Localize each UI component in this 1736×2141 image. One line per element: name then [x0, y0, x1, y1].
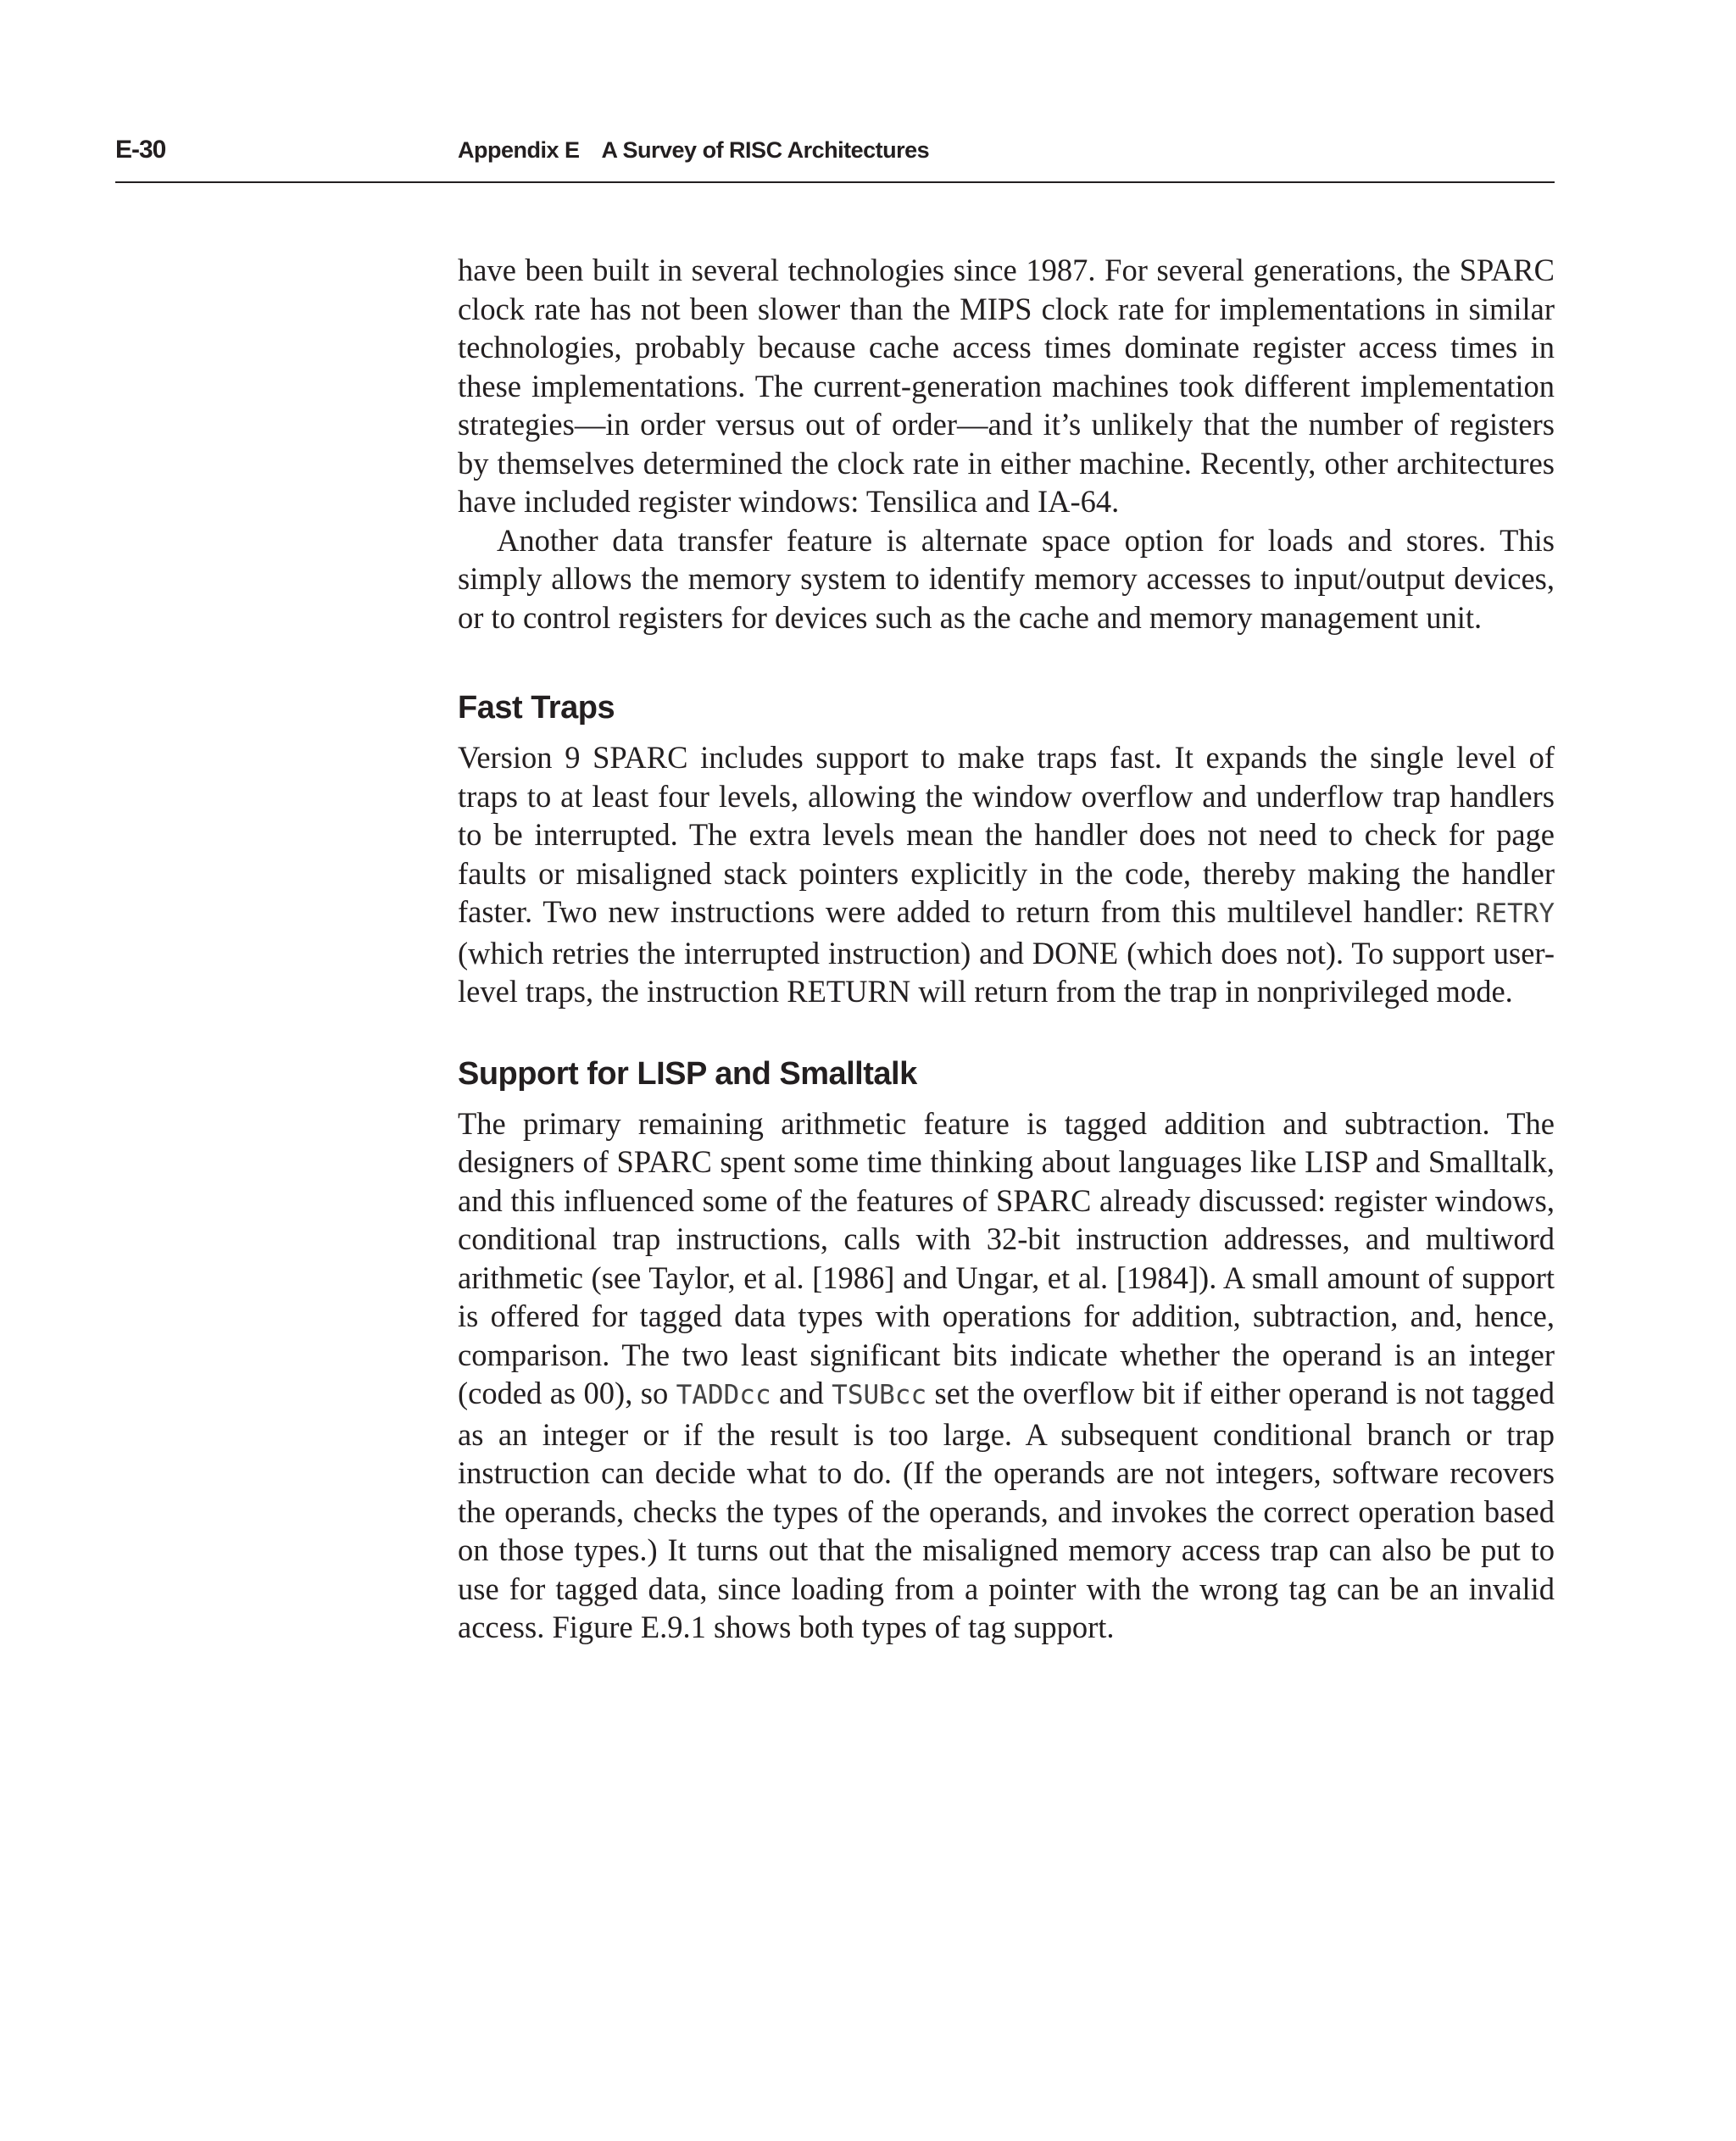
- lisp-text-1: The primary remaining arithmetic feature is tagged addition and subtraction. The designers of SPARC spent some time thinking about languages like LISP and Smalltalk, and this influenced some of the features of SPARC already discussed: register windows, conditional trap instructions, calls with 32-bit instruction addresses, and multiword arithmetic (see Taylor, et al. [1986] and Ungar, et al. [1984]). A small amount of support is offered for tagged data types with operations for addition, subtraction, and, hence, comparison. The two least significant bits indicate whether the operand is an integer (coded as 00), so: [458, 1105, 1555, 1410]
- fast-traps-text-2: (which retries the interrupted instruction) and DONE (which does not). To support user-level traps, the instruction RETURN will return from the trap in nonprivileged mode.: [458, 935, 1555, 1009]
- fast-traps-paragraph: [458, 738, 1555, 1011]
- page-body: [458, 251, 1555, 1647]
- fast-traps-text-1: Version 9 SPARC includes support to make traps fast. It expands the single level of traps to at least four levels, allowing the window overflow and underflow trap handlers to be interrupted. The extra levels mean the handler does not need to check for page faults or misaligned stack pointers explicitly in the code, thereby making the handler faster. Two new instructions were added to return from this multilevel handler:: [458, 740, 1555, 929]
- code-tsubcc: TSUBcc: [832, 1380, 927, 1410]
- section-heading-fast-traps: Fast Traps: [458, 690, 615, 726]
- chapter-title: A Survey of RISC Architectures: [601, 137, 930, 163]
- lisp-text-2: and: [771, 1376, 832, 1410]
- intro-paragraph-2: Another data transfer feature is alternate space option for loads and stores. This simply allows the memory system to identify memory accesses to input/​output devices, or to control registers for devices such as the cache and memory management unit.: [458, 522, 1555, 635]
- section-lisp-smalltalk: [458, 1054, 1555, 1647]
- code-retry: RETRY: [1475, 898, 1555, 929]
- lisp-text-3: set the overflow bit if either operand is not tagged as an integer or if the result is too large. A subsequent conditional branch or trap instruction can decide what to do. (If the operands are not integers, software recovers the operands, checks the types of the operands, and invokes the correct operation based on those types.) It turns out that the misaligned memory access trap can also be put to use for tagged data, since loading from a pointer with the wrong tag can be an invalid access. Figure E.9.1 shows both types of tag support.: [458, 1376, 1555, 1644]
- appendix-label: Appendix E: [458, 137, 580, 163]
- section-fast-traps: [458, 687, 1555, 1011]
- code-taddcc: TADDcc: [676, 1380, 771, 1410]
- section-heading-lisp-smalltalk: Support for LISP and Smalltalk: [458, 1055, 917, 1092]
- intro-paragraph-1: have been built in several technologies since 1987. For several generations, the SPARC clock rate has not been slower than the MIPS clock rate for implementations in similar technologies, probably because cache access times dominate register access times in these implementations. The current-generation machines took different implementation strategies—in order versus out of order—and it’s unlikely that the number of registers by themselves determined the clock rate in either machine. Recently, other architectures have included register windows: Tensilica and IA-64.: [458, 253, 1555, 519]
- page-header: [115, 127, 1555, 183]
- lisp-smalltalk-paragraph: [458, 1104, 1555, 1647]
- running-head: [458, 137, 929, 164]
- page-number: E-30: [115, 136, 166, 164]
